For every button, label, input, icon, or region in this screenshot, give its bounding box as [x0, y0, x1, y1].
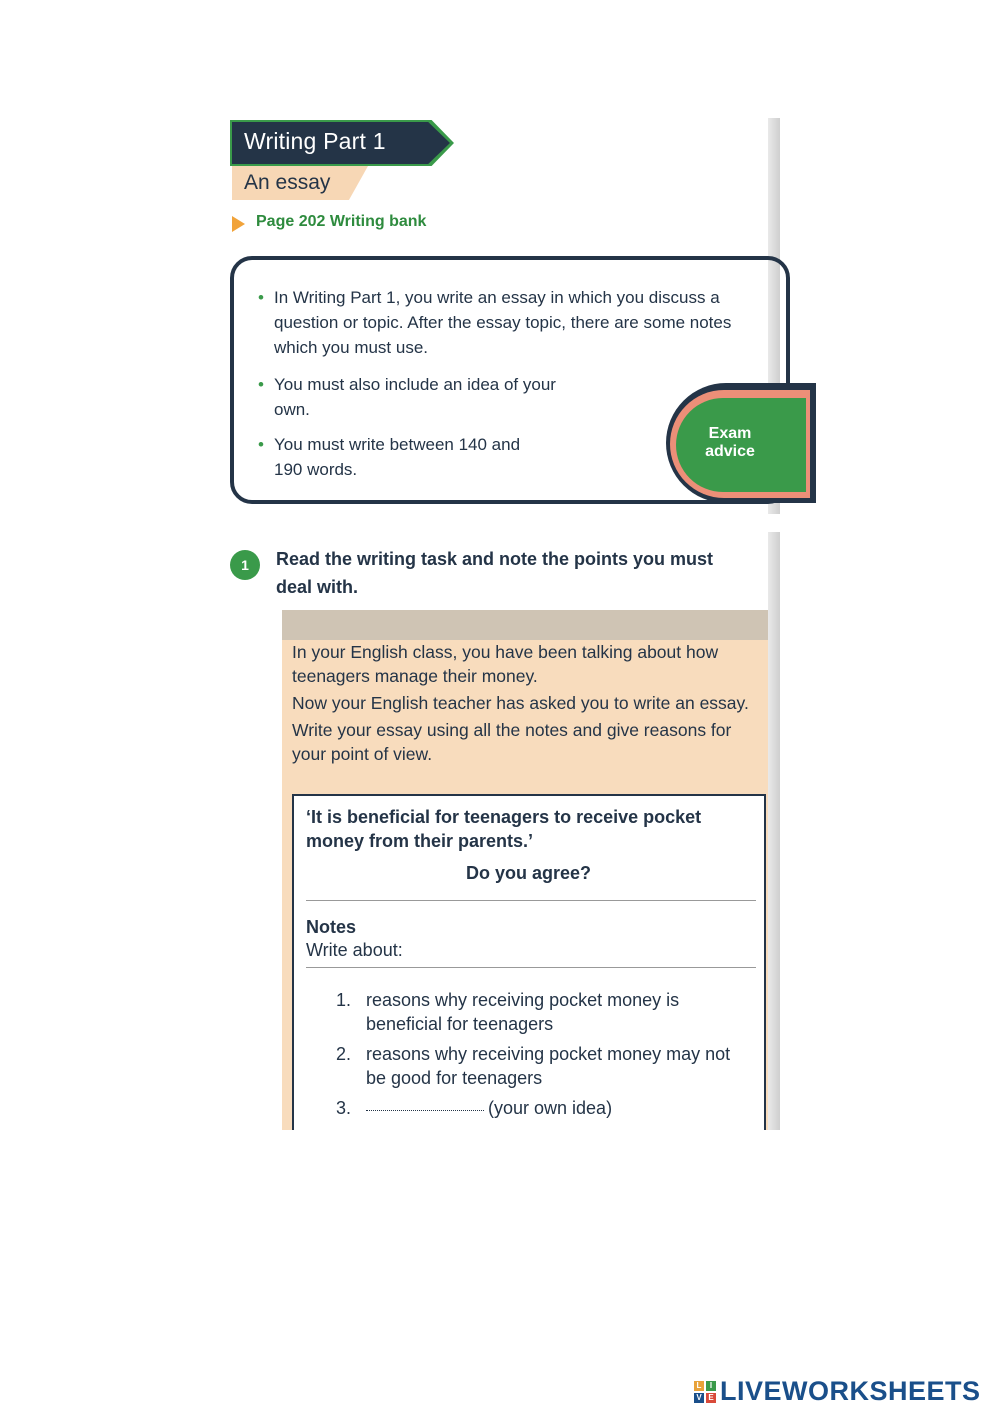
notes-subheading: Write about:	[306, 940, 403, 960]
divider	[306, 967, 756, 968]
logo-letter: V	[694, 1393, 704, 1403]
writing-task-header-strip	[282, 610, 768, 640]
divider	[306, 900, 756, 901]
advice-bullet: • You must also include an idea of your own.	[258, 372, 574, 422]
exam-label-line1: Exam	[708, 425, 752, 442]
logo-text: LIVEWORKSHEETS	[720, 1376, 981, 1406]
exam-advice-label	[690, 425, 770, 461]
note-item	[336, 988, 746, 1036]
liveworksheets-logo	[694, 1376, 981, 1407]
task-intro	[292, 640, 762, 769]
advice-bullet: • You must write between 140 and 190 words.	[258, 432, 529, 482]
task-intro-line: Now your English teacher has asked you to write an essay.	[292, 693, 749, 713]
notes-heading: Notes	[306, 917, 357, 937]
section-subtitle: An essay	[244, 171, 331, 194]
note-text: (your own idea)	[488, 1098, 613, 1118]
task-intro-line: Write your essay using all the notes and give reasons for your point of view.	[292, 720, 732, 764]
logo-letter: L	[694, 1381, 704, 1391]
exercise-instruction: Read the writing task and note the points you must deal with.	[276, 549, 714, 597]
note-number: 1.	[336, 990, 352, 1010]
note-item	[336, 1096, 746, 1120]
advice-bullet: • In Writing Part 1, you write an essay in which you discuss a question or topic. After the essay topic, there are some notes which you must use.	[258, 285, 769, 360]
note-text: reasons why receiving pocket money is beneficial for teenagers	[366, 990, 680, 1034]
task-intro-line: In your English class, you have been talking about how teenagers manage their money.	[292, 642, 719, 686]
note-number: 3.	[336, 1098, 352, 1118]
notes-list	[336, 988, 746, 1126]
note-text: reasons why receiving pocket money may not be good for teenagers	[366, 1044, 731, 1088]
exercise-number-badge: 1	[230, 550, 260, 580]
note-item	[336, 1042, 746, 1090]
writing-bank-link[interactable]: Page 202 Writing bank	[256, 213, 427, 230]
exam-label-line2: advice	[705, 443, 755, 460]
essay-statement: ‘It is beneficial for teenagers to receive pocket money from their parents.’	[306, 807, 702, 851]
essay-question: Do you agree?	[466, 863, 592, 883]
section-title: Writing Part 1	[244, 128, 386, 154]
own-idea-blank[interactable]	[366, 1110, 484, 1111]
note-number: 2.	[336, 1044, 352, 1064]
logo-letter: E	[706, 1393, 716, 1403]
play-arrow-icon	[232, 216, 245, 232]
logo-letter: I	[706, 1381, 716, 1391]
logo-icon	[694, 1381, 716, 1403]
page-spine-shadow-lower	[768, 532, 780, 1130]
